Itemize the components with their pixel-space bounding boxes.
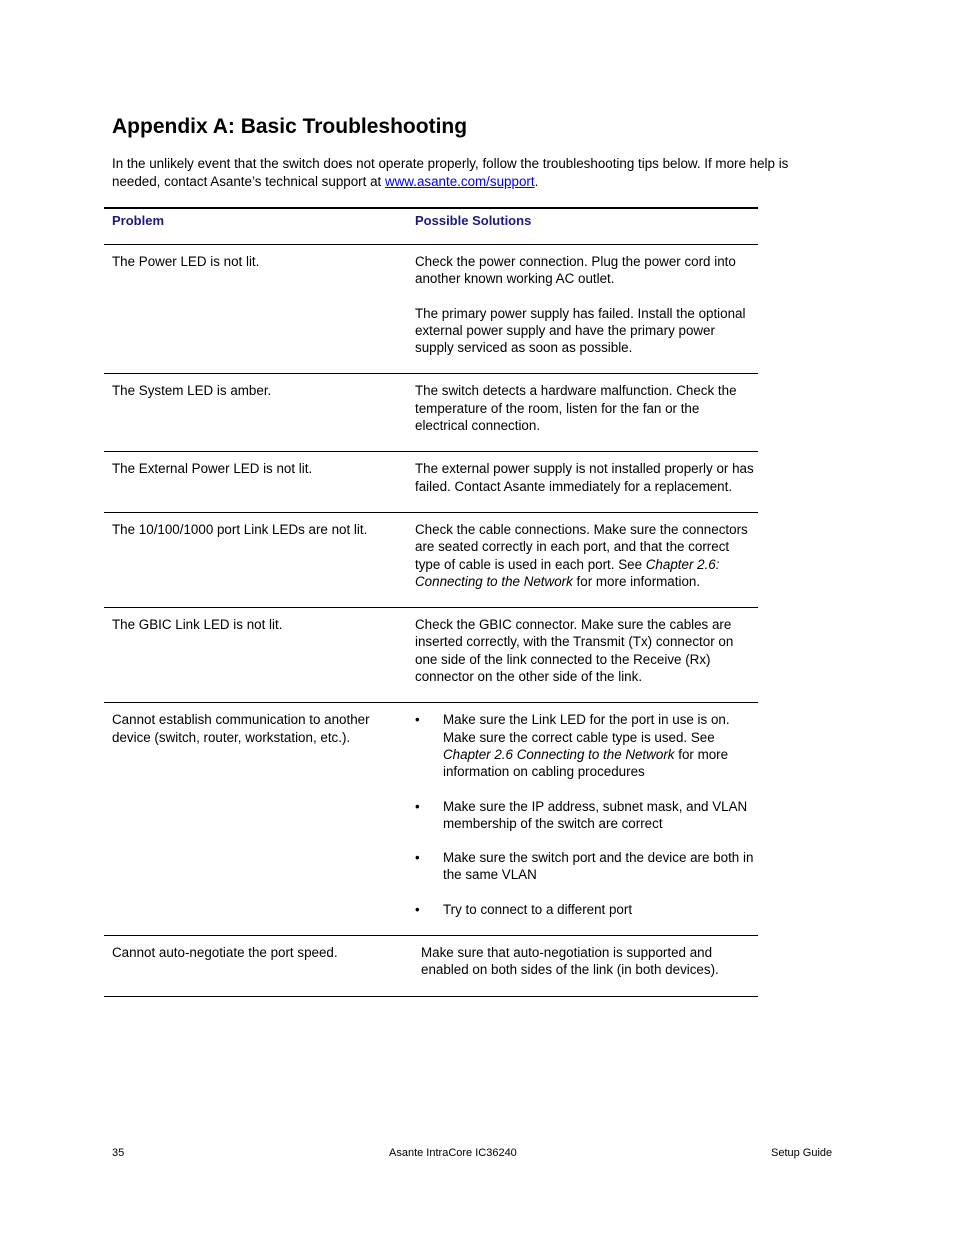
list-item	[415, 711, 754, 780]
bullet-icon: •	[415, 798, 420, 814]
bullet-text: Make sure the Link LED for the port in use is on. Make sure the correct cable type is used. See	[443, 712, 730, 745]
chapter-reference: Chapter 2.6: Connecting to the Network	[415, 556, 720, 589]
troubleshooting-table	[104, 207, 758, 997]
bullet-text: Make sure the switch port and the device are both in the same VLAN	[443, 850, 754, 883]
solution-bullet-list	[415, 711, 754, 918]
bullet-icon: •	[415, 901, 420, 917]
solution-text: The external power supply is not installed properly or has failed. Contact Asante immediately for a replacement.	[415, 461, 754, 494]
problem-cell: The GBIC Link LED is not lit.	[112, 617, 283, 633]
solution-cell	[407, 608, 758, 702]
list-item	[415, 849, 754, 884]
solution-cell	[407, 245, 758, 373]
bullet-text: for more information on cabling procedures	[443, 746, 729, 780]
intro-text: In the unlikely event that the switch does not operate properly, follow the troubleshooting tips below. If more help is needed, contact Asante’s technical support at	[112, 156, 789, 189]
table-row	[104, 702, 758, 935]
solution-cell	[407, 513, 758, 607]
bullet-text: Try to connect to a different port	[443, 901, 633, 917]
solution-text: Make sure that auto-negotiation is supported and enabled on both sides of the link (in both devices).	[421, 945, 719, 978]
bullet-text: Make sure the IP address, subnet mask, and VLAN membership of the switch are correct	[443, 798, 748, 831]
table-row	[104, 451, 758, 512]
solution-text	[415, 521, 754, 590]
intro-text-end: .	[534, 174, 539, 189]
solution-cell	[407, 703, 758, 935]
problem-cell: The System LED is amber.	[112, 383, 272, 399]
solution-text: The primary power supply has failed. Install the optional external power supply and have the primary power supply serviced as soon as possible.	[415, 305, 746, 356]
solution-text-part: for more information.	[572, 573, 701, 589]
table-row	[104, 245, 758, 373]
list-item	[415, 798, 754, 833]
problem-cell: The External Power LED is not lit.	[112, 461, 313, 477]
problem-cell: Cannot auto-negotiate the port speed.	[112, 945, 338, 961]
solution-text: Check the GBIC connector. Make sure the cables are inserted correctly, with the Transmit (Tx) connector on one side of the link connected to the Receive (Rx) connector on the other side of the link.	[415, 617, 734, 685]
footer-product-name: Asante IntraCore IC36240	[389, 1147, 517, 1159]
solution-text: Check the power connection. Plug the power cord into another known working AC outlet.	[415, 254, 736, 287]
bullet-icon: •	[415, 850, 420, 866]
intro-paragraph	[112, 155, 837, 191]
solution-text-part: Check the cable connections. Make sure the connectors are seated correctly in each port, and that the correct type of cable is used in each port. See	[415, 521, 748, 572]
table-row	[104, 607, 758, 702]
solution-cell	[407, 374, 758, 451]
solution-text: The switch detects a hardware malfunction. Check the temperature of the room, listen for the fan or the electrical connection.	[415, 383, 737, 434]
table-header	[104, 209, 758, 245]
support-link[interactable]: www.asante.com/support	[384, 174, 535, 189]
footer-doc-title: Setup Guide	[771, 1147, 833, 1159]
solution-cell	[407, 452, 758, 512]
column-header-problem: Problem	[112, 213, 165, 228]
table-row	[104, 373, 758, 451]
solution-cell	[407, 936, 758, 996]
table-row	[104, 512, 758, 607]
table-row	[104, 935, 758, 996]
page-title: Appendix A: Basic Troubleshooting	[112, 115, 468, 138]
problem-cell: The Power LED is not lit.	[112, 254, 260, 269]
list-item	[415, 901, 754, 918]
problem-cell: Cannot establish communication to another device (switch, router, workstation, etc.).	[112, 712, 370, 745]
column-header-solutions: Possible Solutions	[415, 213, 532, 228]
problem-cell: The 10/100/1000 port Link LEDs are not lit.	[112, 521, 368, 537]
chapter-reference: Chapter 2.6 Connecting to the Network	[443, 746, 675, 762]
footer-page-number: 35	[112, 1147, 125, 1159]
bullet-icon: •	[415, 712, 420, 728]
